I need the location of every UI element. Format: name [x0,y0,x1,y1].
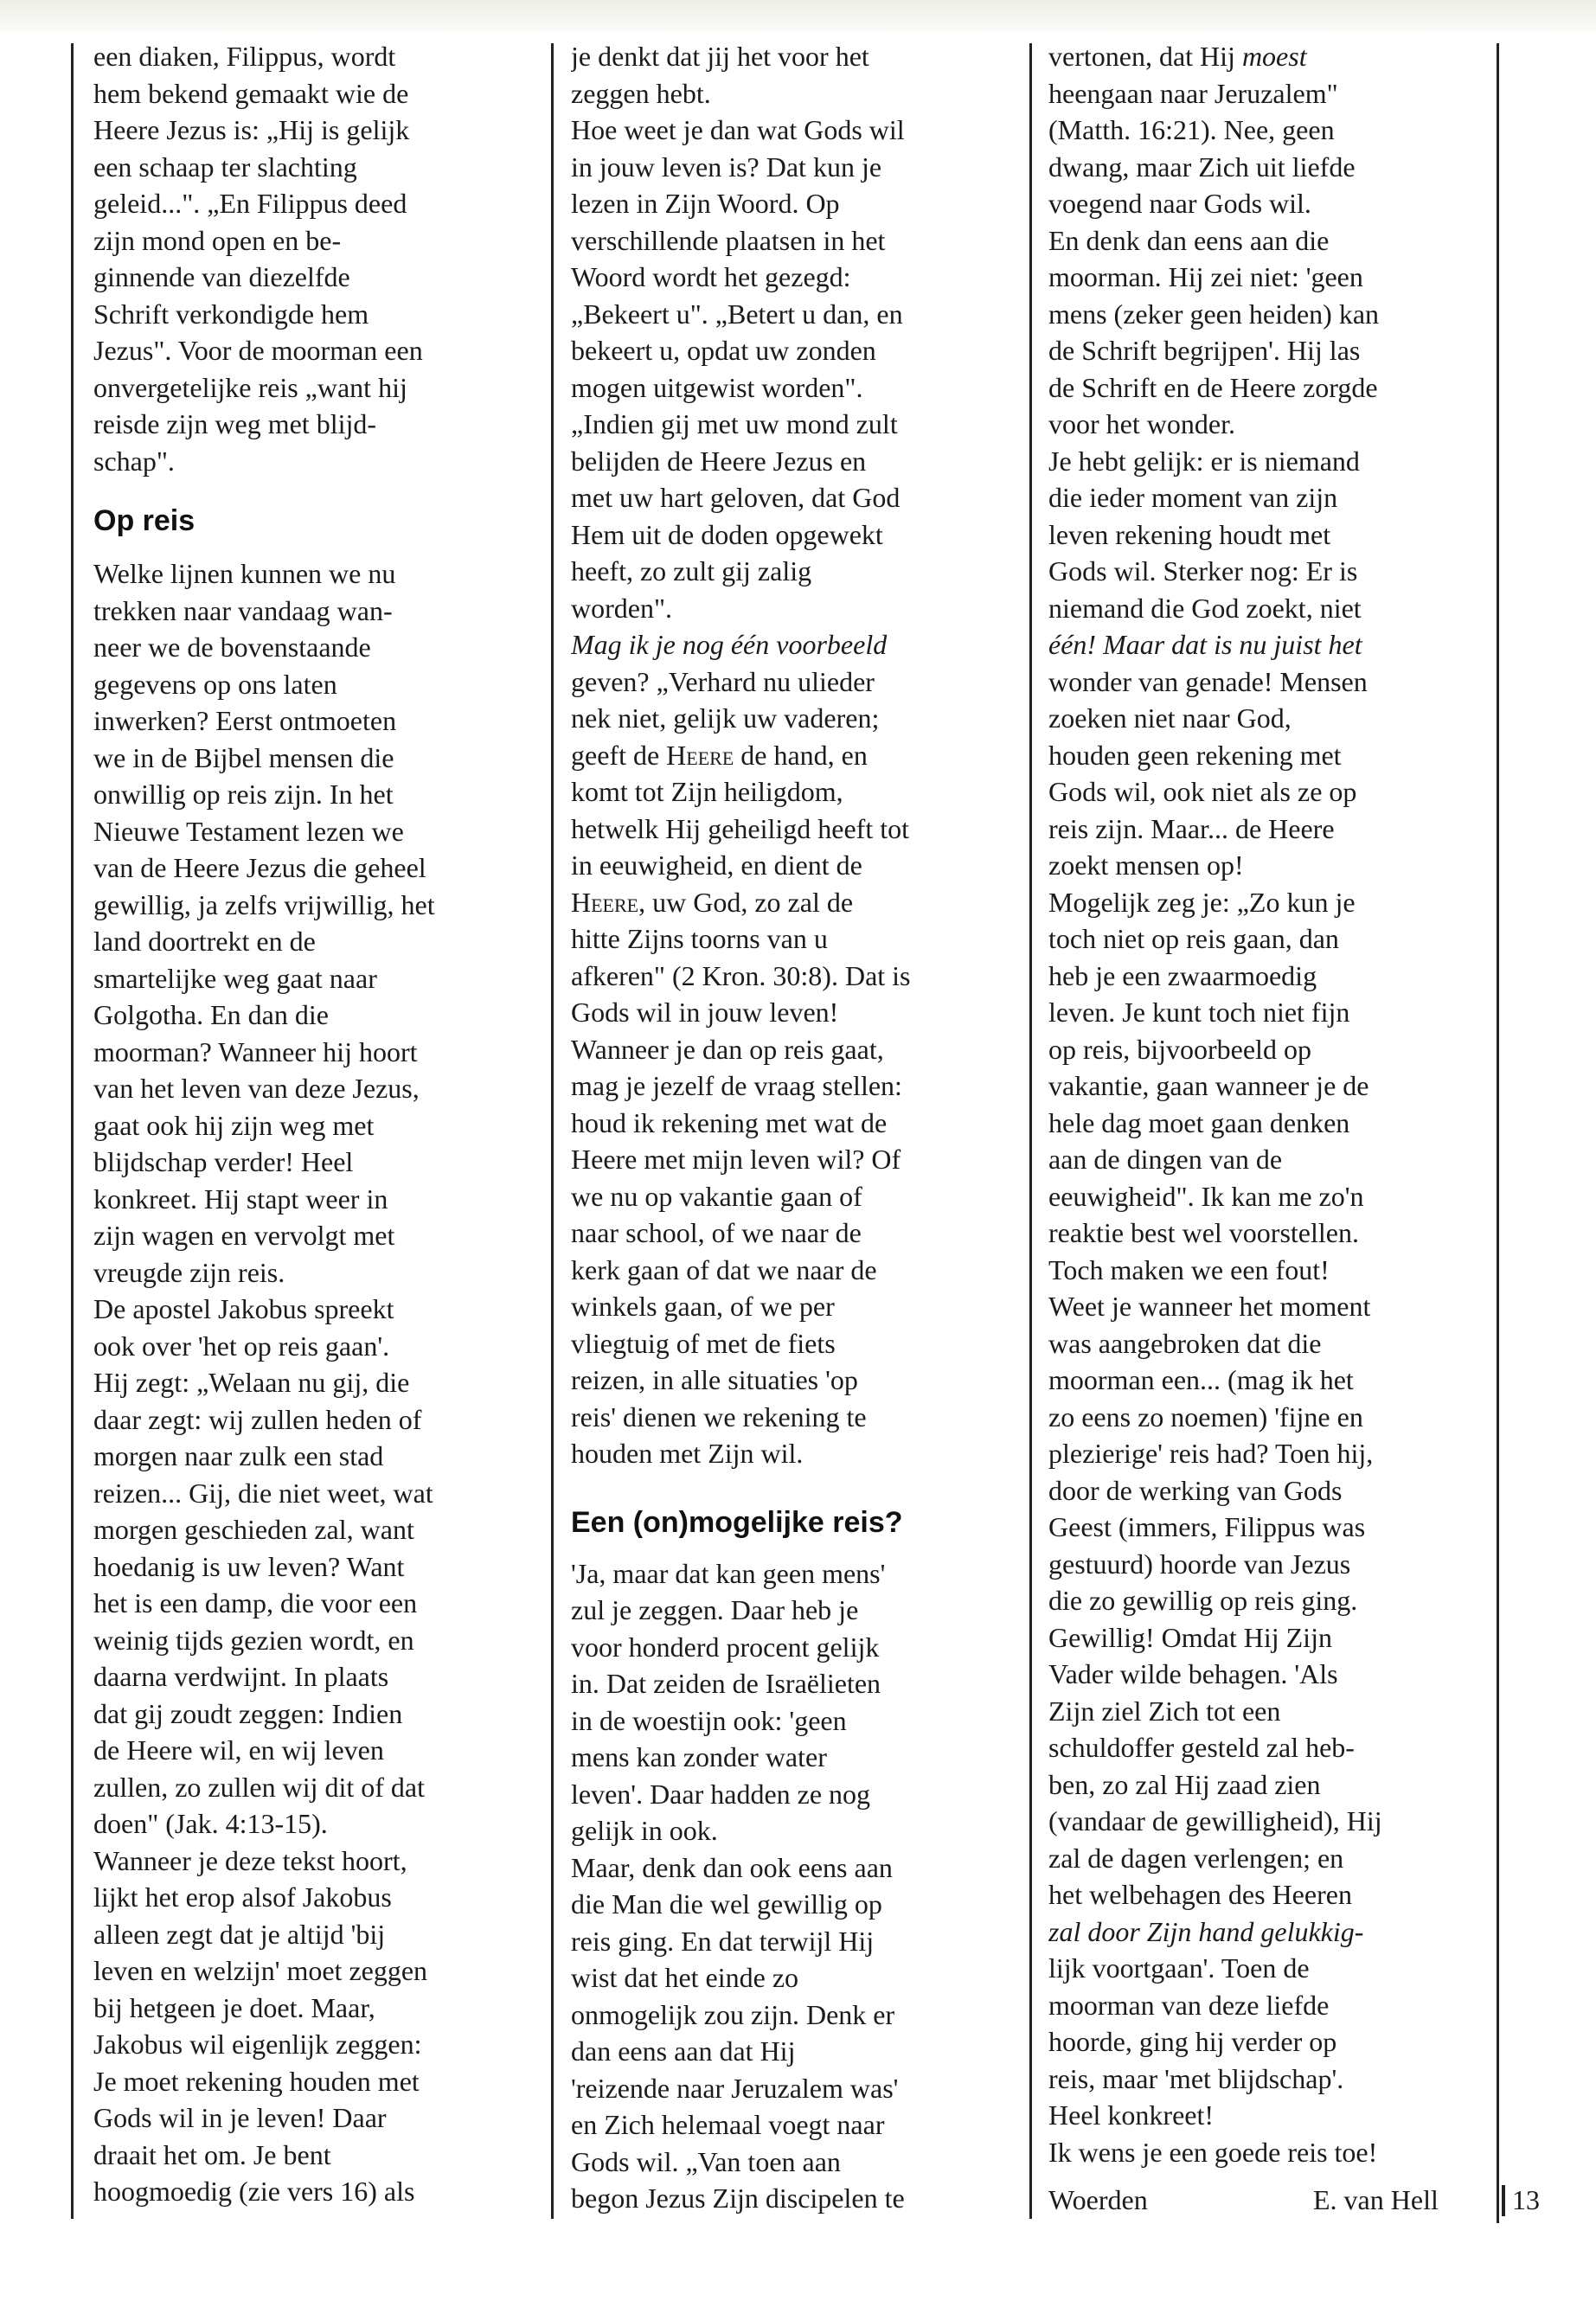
text-line: moorman? Wanneer hij hoort [93,1035,418,1067]
text-column-1 [93,38,526,2210]
text-line [1048,38,1498,75]
text-line: (Matth. 16:21). Nee, geen [1048,114,1335,145]
text-line: Geest (immers, Filippus was [1048,1511,1366,1542]
text-line: van het leven van deze Jezus, [93,1073,420,1104]
text-line: ben, zo zal Hij zaad zien [1048,1768,1321,1800]
text-line: die ieder moment van zijn [1048,482,1338,513]
text-line: mens kan zonder water [571,1741,827,1772]
text-line [571,884,1012,921]
text-line: houd ik rekening met wat de [571,1106,888,1138]
text-line: afkeren" (2 Kron. 30:8). Dat is [571,959,911,991]
text-line: leven'. Daar hadden ze nog [571,1778,871,1810]
paragraph [93,555,526,2210]
text-line: niemand die God zoekt, niet [1048,592,1362,624]
text-column-2 [571,38,1012,2217]
text-line: 'reizende naar Jeruzalem was' [571,2072,899,2104]
text-line: Hij zegt: „Welaan nu gij, die [93,1367,410,1398]
text-line: reis' dienen we rekening te [571,1400,867,1433]
text-line: houden met Zijn wil. [571,1438,804,1469]
text-line: Ik wens je een goede reis toe! [1048,2136,1378,2168]
text-line: Gods wil. Sterker nog: Er is [1048,555,1358,586]
text-line: reisde zijn weg met blijd- [93,408,377,439]
text-line: heb je een zwaarmoedig [1048,959,1317,991]
text-line: leven rekening houdt met [1048,518,1331,550]
text-line: schap". [93,445,175,477]
text-line: hele dag moet gaan denken [1048,1106,1350,1138]
text-line: bekeert u, opdat uw zonden [571,335,876,366]
text-line: met uw hart geloven, dat God [571,482,901,513]
text-line: we nu op vakantie gaan of [571,1180,862,1212]
text-line: komt tot Zijn heiligdom, [571,776,843,807]
text-line: een schaap ter slachting [93,151,357,183]
text-line: Je moet rekening houden met [93,2065,420,2097]
text-line: zo eens zo noemen) 'fijne en [1048,1400,1363,1433]
text-line: in jouw leven is? Dat kun je [571,151,882,183]
text-line: zijn mond open en be- [93,224,342,256]
text-line: Gods wil in je leven! Daar [93,2102,387,2133]
text-line: moorman. Hij zei niet: 'geen [1048,261,1363,292]
text-line: vreugde zijn reis. [93,1256,285,1288]
text-line: reaktie best wel voorstellen. [1048,1217,1359,1248]
column-rule-left [71,43,74,2219]
text-line: Wanneer je dan op reis gaat, [571,1033,884,1065]
text-fragment: , uw God, zo zal de [638,886,854,918]
text-line: Hem uit de doden opgewekt [571,518,883,550]
text-line: reis zijn. Maar... de Heere [1048,812,1335,844]
text-line: Gods wil in jouw leven! [571,997,839,1028]
text-line: (vandaar de gewilligheid), Hij [1048,1805,1382,1836]
text-line: in eeuwigheid, en dient de [571,849,862,881]
text-line: hoedanig is uw leven? Want [93,1550,405,1582]
text-line: in de woestijn ook: 'geen [571,1704,847,1736]
text-line: was aangebroken dat die [1048,1327,1322,1359]
small-caps-heere: Heere [571,886,639,918]
text-line: Je hebt gelijk: er is niemand [1048,445,1360,477]
text-line: Schrift verkondigde hem [93,298,369,330]
text-line: moorman van deze liefde [1048,1989,1330,2021]
text-line: Mag ik je nog één voorbeeld [571,629,888,660]
text-line: je denkt dat jij het voor het [571,41,869,72]
text-line: morgen naar zulk een stad [93,1440,384,1471]
text-line: gegevens op ons laten [93,668,337,700]
text-line: Woord wordt het gezegd: [571,261,851,292]
text-line: vakantie, gaan wanneer je de [1048,1070,1369,1101]
text-line: mogen uitgewist worden". [571,371,863,403]
text-column-3 [1048,38,1498,2170]
text-line: zoeken niet naar God, [1048,702,1292,734]
text-line: lijkt het erop alsof Jakobus [93,1881,392,1913]
text-line: weinig tijds gezien wordt, en [93,1624,414,1656]
text-line: onwillig op reis zijn. In het [93,779,394,810]
text-line: „Bekeert u". „Betert u dan, en [571,298,903,330]
text-line: neer we de bovenstaande [93,631,371,663]
footer-author: E. van Hell [1313,2184,1439,2215]
text-line: belijden de Heere Jezus en [571,445,867,477]
text-line: zoekt mensen op! [1048,849,1244,881]
text-line: wonder van genade! Mensen [1048,665,1368,697]
text-line: voegend naar Gods wil. [1048,188,1311,219]
text-line: door de werking van Gods [1048,1474,1343,1506]
text-line: zullen, zo zullen wij dit of dat [93,1771,425,1803]
text-line: begon Jezus Zijn discipelen te [571,2182,905,2214]
text-line: draait het om. Je bent [93,2138,331,2170]
text-fragment: geeft de [571,739,667,771]
text-line: één! Maar dat is nu juist het [1048,629,1362,660]
text-line: de Schrift begrijpen'. Hij las [1048,335,1361,366]
text-line: voor het wonder. [1048,408,1235,439]
text-line: inwerken? Eerst ontmoeten [93,705,397,736]
text-line: aan de dingen van de [1048,1144,1283,1175]
text-line: gestuurd) hoorde van Jezus [1048,1548,1351,1580]
section-heading-op-reis: Op reis [93,504,195,537]
text-line: land doortrekt en de [93,926,316,957]
paragraph [1048,1950,1498,2170]
text-line: alleen zegt dat je altijd 'bij [93,1918,386,1950]
text-line: reis ging. En dat terwijl Hij [571,1925,875,1957]
text-line: die zo gewillig op reis ging. [1048,1585,1358,1616]
text-line: zal de dagen verlengen; en [1048,1842,1344,1874]
text-line: Mogelijk zeg je: „Zo kun je [1048,886,1356,918]
text-line: houden geen rekening met [1048,739,1342,771]
text-line: Hoe weet je dan wat Gods wil [571,114,905,145]
text-line: Weet je wanneer het moment [1048,1291,1371,1322]
text-line: reizen, in alle situaties 'op [571,1364,858,1395]
text-line: Toch maken we een fout! [1048,1253,1330,1285]
text-line: Golgotha. En dan die [93,999,329,1030]
text-line: zul je zeggen. Daar heb je [571,1594,859,1625]
text-line: Jezus". Voor de moorman een [93,335,423,366]
scan-top-strip [0,0,1596,31]
text-line: morgen geschieden zal, want [93,1514,414,1545]
text-line: toch niet op reis gaan, dan [1048,923,1339,954]
column-rule-1 [551,43,554,2219]
text-line: leven en welzijn' moet zeggen [93,1955,428,1986]
text-line: leven. Je kunt toch niet fijn [1048,997,1350,1028]
text-line: Heel konkreet! [1048,2099,1215,2131]
text-line: vliegtuig of met de fiets [571,1327,836,1359]
text-line: hetwelk Hij geheiligd heeft tot [571,812,909,844]
text-line: Gods wil, ook niet als ze op [1048,776,1357,807]
text-line: Jakobus wil eigenlijk zeggen: [93,2029,422,2060]
text-line: een diaken, Filippus, wordt [93,41,396,72]
text-line: schuldoffer gesteld zal heb- [1048,1732,1355,1763]
paragraph [571,38,1012,626]
text-line: wist dat het einde zo [571,1962,799,1993]
text-fragment: vertonen, dat Hij [1048,41,1242,72]
text-line: 'Ja, maar dat kan geen mens' [571,1557,886,1589]
text-line: eeuwigheid". Ik kan me zo'n [1048,1180,1364,1212]
text-line: in. Dat zeiden de Israëlieten [571,1668,881,1699]
text-line: mens (zeker geen heiden) kan [1048,298,1380,330]
italic-moest: moest [1241,41,1307,72]
text-line: daar zegt: wij zullen heden of [93,1403,422,1435]
text-line: zijn wagen en vervolgt met [93,1220,395,1251]
text-line: dat gij zoudt zeggen: Indien [93,1697,403,1729]
text-line: konkreet. Hij stapt weer in [93,1183,388,1215]
text-line: zeggen hebt. [571,77,711,109]
footer-place: Woerden [1048,2184,1148,2215]
paragraph [1048,75,1498,627]
page-number: 13 [1512,2184,1540,2215]
text-line: Heere met mijn leven wil? Of [571,1144,901,1175]
text-line: hitte Zijns toorns van u [571,923,828,954]
text-line [571,737,1012,774]
text-line: winkels gaan, of we per [571,1291,835,1322]
text-line: daarna verdwijnt. In plaats [93,1661,389,1692]
paragraph [93,38,526,479]
text-line: het is een damp, die voor een [93,1587,418,1618]
text-line: Maar, denk dan ook eens aan [571,1851,893,1883]
text-line: hem bekend gemaakt wie de [93,77,409,109]
text-line: doen" (Jak. 4:13-15). [93,1808,328,1839]
text-line: Welke lijnen kunnen we nu [93,558,396,589]
text-line: reis, maar 'met blijdschap'. [1048,2062,1344,2094]
text-line: plezierige' reis had? Toen hij, [1048,1438,1374,1469]
column-rule-2 [1029,43,1032,2219]
text-line: Wanneer je deze tekst hoort, [93,1844,407,1876]
text-line: En denk dan eens aan die [1048,224,1330,256]
text-line: Zijn ziel Zich tot een [1048,1695,1281,1727]
section-heading-onmogelijke-reis: Een (on)mogelijke reis? [571,1505,903,1539]
small-caps-heere: Heere [666,739,734,771]
text-line: ginnende van diezelfde [93,261,350,292]
text-line: smartelijke weg gaat naar [93,962,377,994]
text-line: het welbehagen des Heeren [1048,1879,1352,1910]
paragraph [571,920,1012,1472]
text-line: de Schrift en de Heere zorgde [1048,371,1378,403]
text-line: onmogelijk zou zijn. Denk er [571,1998,895,2030]
text-line: zal door Zijn hand gelukkig- [1048,1915,1364,1947]
text-line: dwang, maar Zich uit liefde [1048,151,1356,183]
text-line: Vader wilde behagen. 'Als [1048,1658,1338,1689]
text-line: dan eens aan dat Hij [571,2035,796,2067]
text-line: verschillende plaatsen in het [571,224,886,256]
page-number-rule [1502,2185,1505,2216]
text-line: heengaan naar Jeruzalem" [1048,77,1338,109]
text-line: De apostel Jakobus spreekt [93,1293,394,1324]
text-line: gaat ook hij zijn weg met [93,1109,375,1141]
text-line: Gewillig! Omdat Hij Zijn [1048,1621,1332,1653]
text-line: voor honderd procent gelijk [571,1631,880,1663]
text-line: nek niet, gelijk uw vaderen; [571,702,880,734]
text-fragment: de hand, en [734,739,868,771]
text-line: en Zich helemaal voegt naar [571,2109,885,2140]
text-line: gelijk in ook. [571,1815,718,1846]
text-line: naar school, of we naar de [571,1217,862,1248]
text-line: Gods wil. „Van toen aan [571,2145,841,2177]
text-line: „Indien gij met uw mond zult [571,408,898,439]
text-line: hoogmoedig (zie vers 16) als [93,2176,415,2207]
text-line: de Heere wil, en wij leven [93,1734,384,1766]
text-line: lezen in Zijn Woord. Op [571,188,840,219]
text-line: bij hetgeen je doet. Maar, [93,1991,375,2023]
text-line: ook over 'het op reis gaan'. [93,1330,390,1362]
text-line: geven? „Verhard nu ulieder [571,665,875,697]
text-line: lijk voortgaan'. Toen de [1048,1952,1310,1984]
text-line: worden". [571,592,673,624]
text-line: kerk gaan of dat we naar de [571,1253,877,1285]
text-line: Heere Jezus is: „Hij is gelijk [93,114,410,145]
paragraph [571,1555,1012,2217]
text-line: onvergetelijke reis „want hij [93,371,407,403]
text-line: trekken naar vandaag wan- [93,594,393,626]
text-line: geleid...". „En Filippus deed [93,188,407,219]
text-line: heeft, zo zult gij zalig [571,555,812,586]
text-line: hoorde, ging hij verder op [1048,2026,1337,2057]
text-line: mag je jezelf de vraag stellen: [571,1070,902,1101]
text-line: we in de Bijbel mensen die [93,741,394,773]
text-line: blijdschap verder! Heel [93,1146,354,1177]
text-line: reizen... Gij, die niet weet, wat [93,1477,433,1509]
text-line: op reis, bijvoorbeeld op [1048,1033,1311,1065]
text-line: moorman een... (mag ik het [1048,1364,1354,1395]
paragraph [1048,663,1498,1913]
text-line: die Man die wel gewillig op [571,1888,882,1920]
text-line: van de Heere Jezus die geheel [93,852,426,883]
text-line: gewillig, ja zelfs vrijwillig, het [93,888,435,920]
text-line: Nieuwe Testament lezen we [93,815,404,847]
